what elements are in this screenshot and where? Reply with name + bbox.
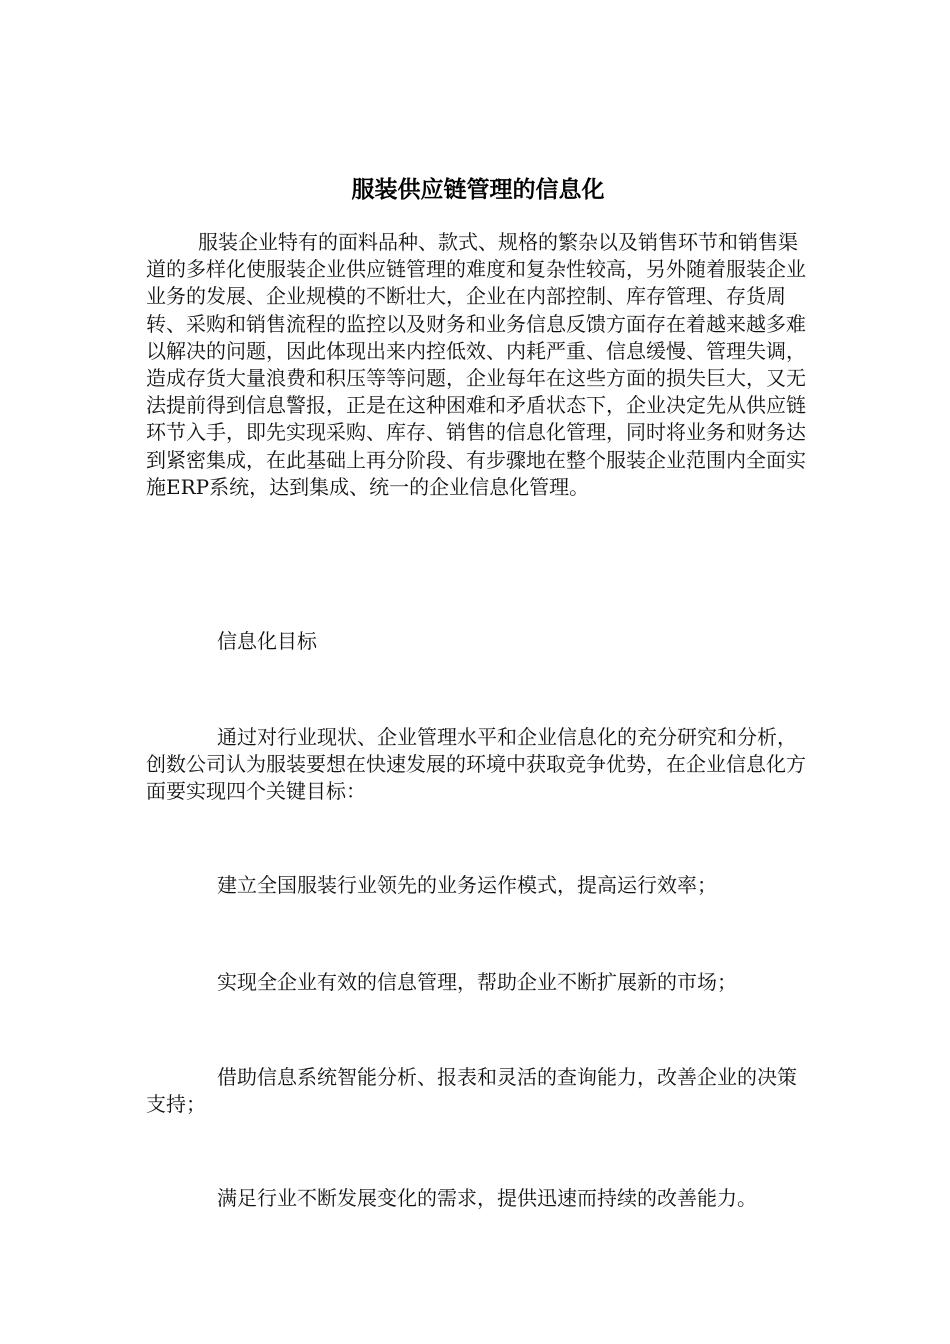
analysis-paragraph: 通过对行业现状、企业管理水平和企业信息化的充分研究和分析，创数公司认为服装要想在快速发展的环境中获取竞争优势，在企业信息化方面要实现四个关键目标： bbox=[146, 725, 806, 804]
goal-item: 实现全企业有效的信息管理，帮助企业不断扩展新的市场； bbox=[217, 970, 737, 994]
intro-paragraph: 服装企业特有的面料品种、款式、规格的繁杂以及销售环节和销售渠道的多样化使服装企业供应链管理的难度和复杂性较高，另外随着服装企业业务的发展、企业规模的不断壮大，企业在内部控制、库存管理、存货周转、采购和销售流程的监控以及财务和业务信息反馈方面存在着越来越多难以解决的问题，因此体现出来内控低效、内耗严重、信息缓慢、管理失调，造成存货大量浪费和积压等等问题，企业每年在这些方面的损失巨大，又无法提前得到信息警报，正是在这种困难和矛盾状态下，企业决定先从供应链环节入手，即先实现采购、库存、销售的信息化管理，同时将业务和财务达到紧密集成，在此基础上再分阶段、有步骤地在整个服装企业范围内全面实施ERP系统，达到集成、统一的企业信息化管理。 bbox=[146, 230, 806, 499]
document-title: 服装供应链管理的信息化 bbox=[351, 177, 605, 203]
goal-item: 借助信息系统智能分析、报表和灵活的查询能力，改善企业的决策支持； bbox=[146, 1065, 797, 1117]
goal-item: 满足行业不断发展变化的需求，提供迅速而持续的改善能力。 bbox=[217, 1186, 757, 1210]
goal-item: 建立全国服装行业领先的业务运作模式，提高运行效率； bbox=[217, 873, 717, 897]
section-heading: 信息化目标 bbox=[217, 629, 317, 653]
